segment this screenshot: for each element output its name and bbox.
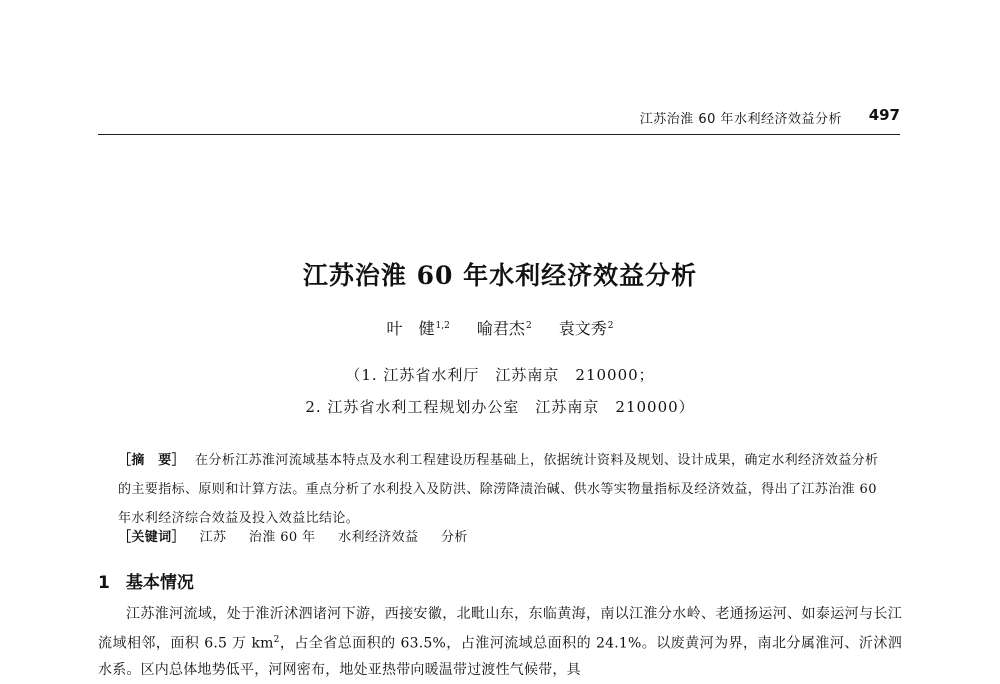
article-title: 江苏治淮 60 年水利经济效益分析 [302, 261, 698, 290]
keyword: 分析 [441, 530, 468, 545]
paragraph-text: 江苏淮河流域，处于淮沂沭泗诸河下游，西接安徽，北毗山东，东临黄海，南以江淮分水岭、老通扬运河、如泰运河与长江流域相邻，面积 6.5 万 km [98, 606, 902, 652]
abstract-text: 在分析江苏淮河流域基本特点及水利工程建设历程基础上，依据统计资料及规划、设计成果，确定水利经济效益分析的主要指标、原则和计算方法。重点分析了水利投入及防洪、除涝降渍治碱、供水等实物量指标及经济效益，得出了江苏治淮 60 年水利经济综合效益及投入效益比结论。 [118, 453, 879, 526]
affiliation-2: 2. 江苏省水利工程规划办公室 江苏南京 210000） [305, 398, 695, 416]
paragraph-text: ，占全省总面积的 63.5%，占淮河流域总面积的 24.1%。以废黄河为界，南北分属淮河、沂沭泗水系。区内总体地势低平，河网密布，地处亚热带向暖温带过渡性气候带，具 [98, 635, 902, 678]
author-affiliation-mark: 2 [525, 320, 532, 331]
page-number: 497 [868, 106, 900, 124]
author-1 [386, 319, 449, 338]
section-number: 1 [98, 573, 110, 593]
abstract [118, 446, 888, 533]
author-name: 喻君杰 [476, 319, 525, 338]
keyword: 水利经济效益 [338, 530, 419, 545]
author-affiliation-mark: 2 [607, 320, 614, 331]
section-heading [98, 568, 194, 593]
author-name: 袁文秀 [558, 319, 607, 338]
author-2 [477, 319, 532, 338]
body-paragraph [98, 601, 902, 683]
keywords [118, 526, 486, 545]
abstract-label: ［摘 要］ [118, 453, 186, 468]
running-header-title: 江苏治淮 60 年水利经济效益分析 [639, 112, 842, 127]
superscript: 2 [273, 635, 280, 645]
affiliation-1: （1. 江苏省水利厅 江苏南京 210000； [345, 366, 655, 384]
author-list [0, 316, 1000, 339]
author-name: 叶 健 [386, 319, 435, 338]
keywords-label: ［关键词］ [118, 530, 186, 545]
section-title: 基本情况 [125, 573, 194, 593]
keyword: 江苏 [199, 530, 227, 545]
author-3 [559, 319, 614, 338]
running-header [98, 104, 900, 135]
author-affiliation-mark: 1,2 [435, 320, 450, 331]
keyword: 治淮 60 年 [248, 530, 316, 545]
